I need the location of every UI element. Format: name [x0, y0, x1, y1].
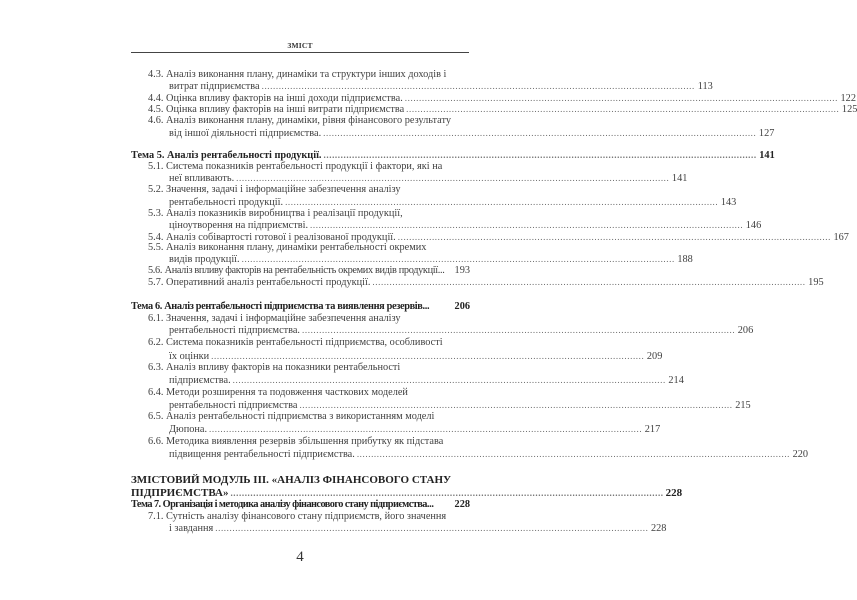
toc-entry-title: Методика виявлення резервів збільшення прибутку як підстава: [166, 436, 444, 447]
leader-dots: ........................................................................................................................................................: [209, 424, 643, 434]
toc-page-number: 167: [833, 232, 849, 243]
toc-page-number: 214: [668, 375, 684, 386]
toc-entry-4-6-continued[interactable]: [169, 127, 775, 139]
header-title: ЗМІСТ: [287, 41, 313, 50]
toc-page-number: 228: [454, 499, 470, 510]
toc-entry-5-2[interactable]: [148, 184, 400, 196]
toc-entry-6-5[interactable]: [148, 411, 434, 423]
toc-entry-number: 4.5.: [148, 104, 164, 115]
leader-dots: ........................................................................................................................................................: [211, 351, 645, 361]
toc-topic-7[interactable]: [131, 499, 470, 511]
toc-entry-number: 5.4.: [148, 232, 164, 243]
toc-entry-6-5-continued[interactable]: [169, 423, 661, 435]
toc-entry-title: Аналіз собівартості готової і реалізованої продукції.: [166, 232, 396, 243]
toc-page-number: 141: [759, 150, 775, 161]
leader-dots: ........................................................................................................................................................: [397, 232, 831, 242]
toc-entry-4-6[interactable]: [148, 115, 451, 127]
page-number: 4: [296, 549, 304, 565]
toc-page-number: 228: [665, 487, 683, 499]
toc-page-number: 113: [697, 81, 713, 92]
toc-entry-title: Система показників рентабельності підприємства, особливості: [166, 337, 443, 348]
toc-entry-7-1-continued[interactable]: [169, 522, 667, 534]
toc-entry-6-6-continued[interactable]: [169, 448, 809, 460]
ellipsis: ...: [422, 301, 430, 312]
toc-entry-number: 6.4.: [148, 387, 164, 398]
leader-dots: ........................................................................................................................................................: [302, 325, 736, 335]
toc-entry-title: Оцінка впливу факторів на інші доходи підприємства.: [166, 93, 403, 104]
toc-module-title-continued: ПІДПРИЄМСТВА»: [131, 487, 229, 499]
toc-entry-number: 6.6.: [148, 436, 164, 447]
toc-entry-title: Система показників рентабельності продукції і фактори, які на: [166, 161, 443, 172]
toc-entry-4-5[interactable]: [148, 103, 857, 115]
toc-entry-title-continued: від іншої діяльності підприємства.: [169, 128, 322, 139]
toc-entry-number: 4.3.: [148, 69, 164, 80]
toc-entry-title-continued: рентабельності підприємства.: [169, 325, 301, 336]
toc-entry-5-7[interactable]: [148, 276, 824, 288]
toc-entry-number: 5.5.: [148, 242, 164, 253]
toc-entry-title: Аналіз виконання плану, динаміки та структури інших доходів і: [166, 69, 447, 80]
toc-entry-number: 6.5.: [148, 411, 164, 422]
toc-entry-title: Значення, задачі і інформаційне забезпечення аналізу: [166, 313, 401, 324]
header-divider: [131, 52, 469, 53]
leader-dots: ........................................................................................................................................................: [241, 254, 675, 264]
toc-entry-6-2-continued[interactable]: [169, 350, 663, 362]
toc-entry-number: 6.2.: [148, 337, 164, 348]
toc-page-number: 122: [840, 93, 856, 104]
toc-page-number: 217: [644, 424, 661, 435]
leader-dots: ........................................................................................................................................................: [215, 523, 649, 533]
toc-entry-title-continued: ціноутворення на підприємстві.: [169, 220, 309, 231]
leader-dots: ........................................................................................................................................................: [230, 488, 664, 498]
toc-entry-5-2-continued[interactable]: [169, 196, 737, 208]
toc-page-number: 141: [671, 173, 688, 184]
ellipsis: ...: [437, 265, 445, 276]
toc-entry-title: Значення, задачі і інформаційне забезпечення аналізу: [166, 184, 401, 195]
toc-entry-title-continued: підвищення рентабельності підприємства.: [169, 449, 355, 460]
leader-dots: ........................................................................................................................................................: [285, 197, 719, 207]
toc-entry-title-continued: рентабельності продукції.: [169, 197, 284, 208]
toc-entry-number: 5.6.: [148, 265, 163, 276]
leader-dots: ........................................................................................................................................................: [232, 375, 666, 385]
toc-entry-title-continued: Дюпона.: [169, 424, 208, 435]
toc-page-number: 209: [646, 351, 663, 362]
toc-page-number: 146: [745, 220, 762, 231]
toc-page-number: 220: [792, 449, 809, 460]
leader-dots: ........................................................................................................................................................: [372, 277, 806, 287]
toc-entry-title: Методи розширення та подовження часткових моделей: [166, 387, 408, 398]
leader-dots: ........................................................................................................................................................: [310, 220, 744, 230]
toc-entry-4-3-continued[interactable]: [169, 80, 713, 92]
toc-entry-number: 7.1.: [148, 511, 164, 522]
toc-entry-title: Аналіз впливу факторів на рентабельність окремих видів продукції: [164, 265, 438, 276]
toc-page-number: 127: [758, 128, 775, 139]
toc-page-number: 215: [735, 400, 751, 411]
toc-entry-number: 5.3.: [148, 208, 164, 219]
toc-entry-title: Аналіз рентабельності підприємства з використанням моделі: [166, 411, 435, 422]
toc-entry-title: Оперативний аналіз рентабельності продукції.: [166, 277, 371, 288]
leader-dots: ........................................................................................................................................................: [406, 104, 840, 114]
toc-page-number: 125: [841, 104, 857, 115]
ellipsis: ...: [426, 499, 434, 510]
toc-entry-6-2[interactable]: [148, 337, 443, 349]
leader-dots: ........................................................................................................................................................: [299, 400, 733, 410]
toc-topic-title: Тема 7. Організація і методика аналізу фінансового стану підприємства: [131, 499, 427, 510]
toc-topic-title: Тема 6. Аналіз рентабельності підприємства та виявлення резервів: [131, 301, 423, 312]
leader-dots: ........................................................................................................................................................: [323, 150, 757, 160]
toc-page-number: 193: [454, 265, 470, 276]
toc-page-number: 228: [651, 523, 667, 534]
toc-entry-6-4[interactable]: [148, 387, 408, 399]
toc-entry-title-continued: неї впливають.: [169, 173, 235, 184]
toc-entry-title-continued: підприємства.: [169, 375, 231, 386]
toc-module-3-continued[interactable]: [131, 487, 683, 499]
toc-page-number: 206: [454, 301, 470, 312]
toc-entry-6-3[interactable]: [148, 362, 400, 374]
toc-entry-number: 5.1.: [148, 161, 164, 172]
toc-entry-title: Оцінка впливу факторів на інші витрати підприємства: [166, 104, 405, 115]
toc-entry-5-3-continued[interactable]: [169, 219, 762, 231]
toc-entry-title-continued: витрат підприємства: [169, 81, 260, 92]
toc-entry-title: Аналіз виконання плану, динаміки, рівня фінансового результату: [166, 115, 451, 126]
toc-entry-title: Аналіз показників виробництва і реалізації продукції,: [166, 208, 403, 219]
toc-page-number: 206: [737, 325, 754, 336]
toc-topic-6[interactable]: [131, 301, 470, 313]
toc-entry-number: 6.1.: [148, 313, 164, 324]
toc-entry-number: 5.2.: [148, 184, 164, 195]
toc-topic-title: Тема 5. Аналіз рентабельності продукції.: [131, 150, 322, 161]
toc-entry-5-1-continued[interactable]: [169, 172, 688, 184]
toc-entry-number: 6.3.: [148, 362, 164, 373]
toc-page-number: 188: [677, 254, 693, 265]
toc-entry-title-continued: рентабельності підприємства: [169, 400, 298, 411]
leader-dots: ........................................................................................................................................................: [404, 93, 838, 103]
leader-dots: ........................................................................................................................................................: [261, 81, 695, 91]
toc-entry-number: 4.4.: [148, 93, 164, 104]
toc-entry-5-5-continued[interactable]: [169, 253, 693, 265]
toc-entry-6-3-continued[interactable]: [169, 374, 684, 386]
toc-entry-title-continued: їх оцінки: [169, 351, 210, 362]
toc-entry-6-6[interactable]: [148, 436, 443, 448]
toc-page-number: 195: [808, 277, 824, 288]
toc-entry-number: 5.7.: [148, 277, 164, 288]
toc-entry-6-4-continued[interactable]: [169, 399, 751, 411]
leader-dots: ........................................................................................................................................................: [356, 449, 791, 459]
toc-entry-title: Аналіз впливу факторів на показники рентабельності: [166, 362, 401, 373]
toc-entry-title-continued: і завдання: [169, 523, 214, 534]
leader-dots: ........................................................................................................................................................: [323, 128, 757, 138]
toc-entry-title: Сутність аналізу фінансового стану підприємств, його значення: [166, 511, 447, 522]
toc-page-number: 143: [720, 197, 737, 208]
leader-dots: ........................................................................................................................................................: [236, 173, 670, 183]
toc-entry-number: 4.6.: [148, 115, 164, 126]
toc-entry-title: Аналіз виконання плану, динаміки рентабельності окремих: [166, 242, 427, 253]
toc-module-3[interactable]: [131, 474, 451, 486]
toc-entry-title-continued: видів продукції.: [169, 254, 240, 265]
toc-entry-6-1-continued[interactable]: [169, 324, 754, 336]
toc-module-title: ЗМІСТОВИЙ МОДУЛЬ ІІІ. «АНАЛІЗ ФІНАНСОВОГО СТАНУ: [131, 474, 452, 486]
toc-topic-5[interactable]: [131, 149, 775, 161]
